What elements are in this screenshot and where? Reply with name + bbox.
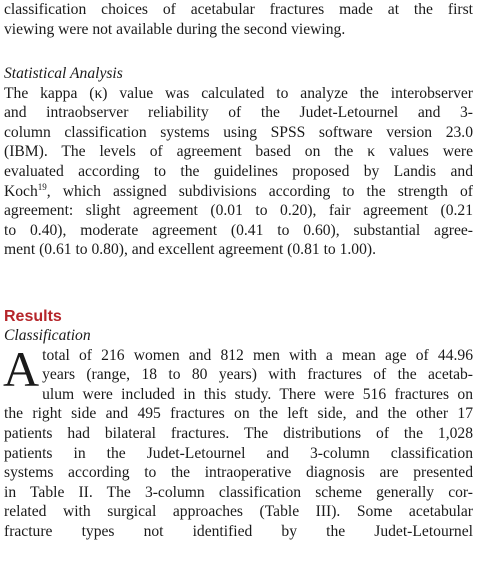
text-line: and intraobserver reliability of the Judet-Letournel and 3- [4, 104, 473, 122]
text-line: years (range, 18 to 80 years) with fractures of the acetab- [42, 366, 473, 384]
text-line: The kappa (κ) value was calculated to analyze the interobserver [4, 84, 473, 102]
text-line: patients in the Judet-Letournel and 3-column classification [4, 444, 473, 462]
drop-cap: A [3, 340, 40, 397]
text-line: related with surgical approaches (Table III). Some acetabular [4, 503, 473, 521]
text-line: patients had bilateral fractures. The distributions of the 1,028 [4, 424, 473, 442]
text-line: fracture types not identified by the Judet-Letournel [4, 522, 473, 540]
section-subheading: Classification [4, 327, 91, 344]
text-line: to 0.40), moderate agreement (0.41 to 0.60), substantial agree- [4, 221, 473, 239]
text-line: ulum were included in this study. There were 516 fractures on [42, 385, 473, 403]
text-line: evaluated according to the guidelines proposed by Landis and [4, 162, 473, 180]
text-line: (IBM). The levels of agreement based on the κ values were [4, 143, 473, 161]
text-line: classification choices of acetabular fractures made at the first [4, 1, 473, 18]
text-line: the right side and 495 fractures on the left side, and the other 17 [4, 405, 473, 423]
koch-rest: , which assigned subdivisions according to the strength of [46, 182, 473, 200]
reference-marker: 19 [37, 181, 47, 192]
results-paragraph [3, 340, 473, 542]
text-line: systems according to the intraoperative diagnosis are presented [4, 464, 473, 482]
text-line: agreement: slight agreement (0.01 to 0.20), fair agreement (0.21 [4, 202, 473, 220]
text-line: column classification systems using SPSS software version 23.0 [4, 123, 473, 141]
text-line [4, 182, 473, 202]
intro-paragraph [4, 0, 473, 39]
text-line: total of 216 women and 812 men with a mean age of 44.96 [42, 346, 473, 364]
text-line: ment (0.61 to 0.80), and excellent agreement (0.81 to 1.00). [4, 241, 376, 259]
statistical-analysis-section [4, 64, 473, 260]
section-heading: Results [4, 308, 62, 325]
results-section [4, 307, 473, 542]
koch-word: Koch [4, 182, 38, 200]
text-line: viewing were not available during the second viewing. [4, 20, 346, 38]
section-subheading: Statistical Analysis [4, 65, 123, 82]
text-line: in Table II. The 3-column classification scheme generally cor- [4, 483, 473, 501]
